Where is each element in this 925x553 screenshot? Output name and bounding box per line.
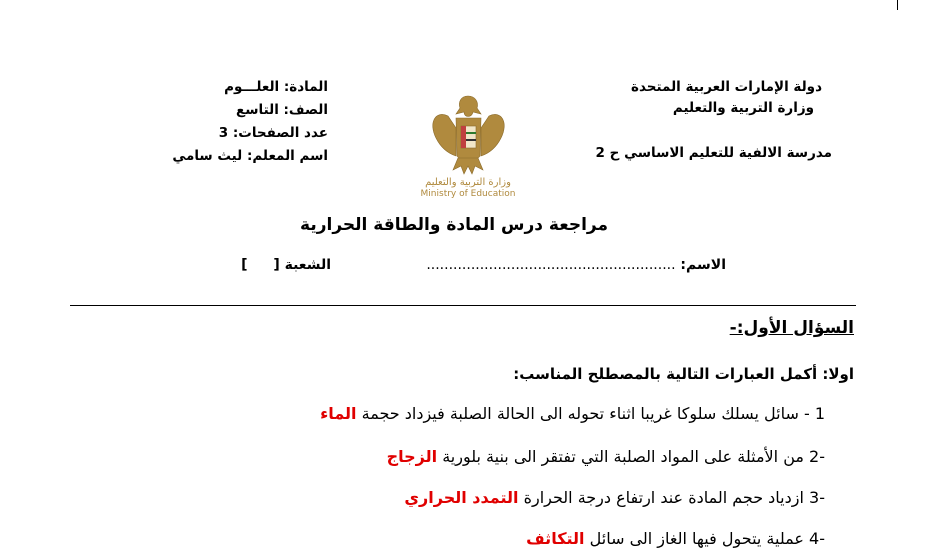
header-left — [172, 76, 328, 168]
country-name: دولة الإمارات العربية المتحدة — [631, 79, 822, 95]
name-blank: ........................................................ — [426, 257, 676, 273]
item-text: سائل يسلك سلوكا غريبا اثناء تحوله الى الحالة الصلبة فيزداد حجمة — [361, 404, 799, 423]
item-number: -3 — [809, 488, 825, 507]
list-item — [404, 488, 825, 507]
list-item — [387, 447, 825, 466]
section-label: الشعبة [ — [273, 257, 331, 273]
item-answer: الزجاج — [386, 447, 438, 466]
item-number: -2 — [809, 447, 825, 466]
section-close-bracket: ] — [241, 257, 248, 273]
teacher-field: اسم المعلم: ليث سامي — [172, 148, 328, 164]
item-number: 1 - — [803, 404, 825, 423]
grade-field: الصف: التاسع — [236, 102, 328, 118]
page-edge-line — [897, 0, 898, 10]
page-title: مراجعة درس المادة والطاقة الحرارية — [300, 215, 608, 235]
list-item — [526, 529, 825, 548]
item-text: من الأمثلة على المواد الصلبة التي تفتقر الى بنية بلورية — [442, 447, 804, 466]
item-answer: التمدد الحراري — [404, 488, 519, 507]
name-label: الاسم: — [680, 257, 726, 273]
question-title: السؤال الأول:- — [729, 318, 854, 338]
pages-field: عدد الصفحات: 3 — [218, 125, 328, 141]
ministry-name: وزارة التربية والتعليم — [672, 100, 814, 116]
item-text: عملية يتحول فيها الغاز الى سائل — [589, 529, 804, 548]
header-divider — [70, 305, 856, 306]
logo-english-text: Ministry of Education — [420, 189, 516, 198]
item-text: ازدياد حجم المادة عند ارتفاع درجة الحرارة — [523, 488, 804, 507]
uae-eagle-emblem-icon — [406, 88, 531, 198]
header-right — [631, 77, 822, 119]
list-item — [320, 404, 825, 423]
ministry-logo — [406, 88, 531, 198]
item-answer: الماء — [320, 404, 357, 423]
item-number: -4 — [809, 529, 825, 548]
school-name: مدرسة الالفية للتعليم الاساسي ح 2 — [595, 145, 832, 161]
section-field — [241, 257, 331, 273]
question-instruction: اولا: أكمل العبارات التالية بالمصطلح المناسب: — [513, 365, 854, 383]
name-field — [426, 257, 726, 273]
logo-arabic-text: وزارة التربية والتعليم — [425, 177, 511, 188]
item-answer: التكاثف — [526, 529, 585, 548]
subject-field: المادة: العلـــوم — [224, 79, 328, 95]
